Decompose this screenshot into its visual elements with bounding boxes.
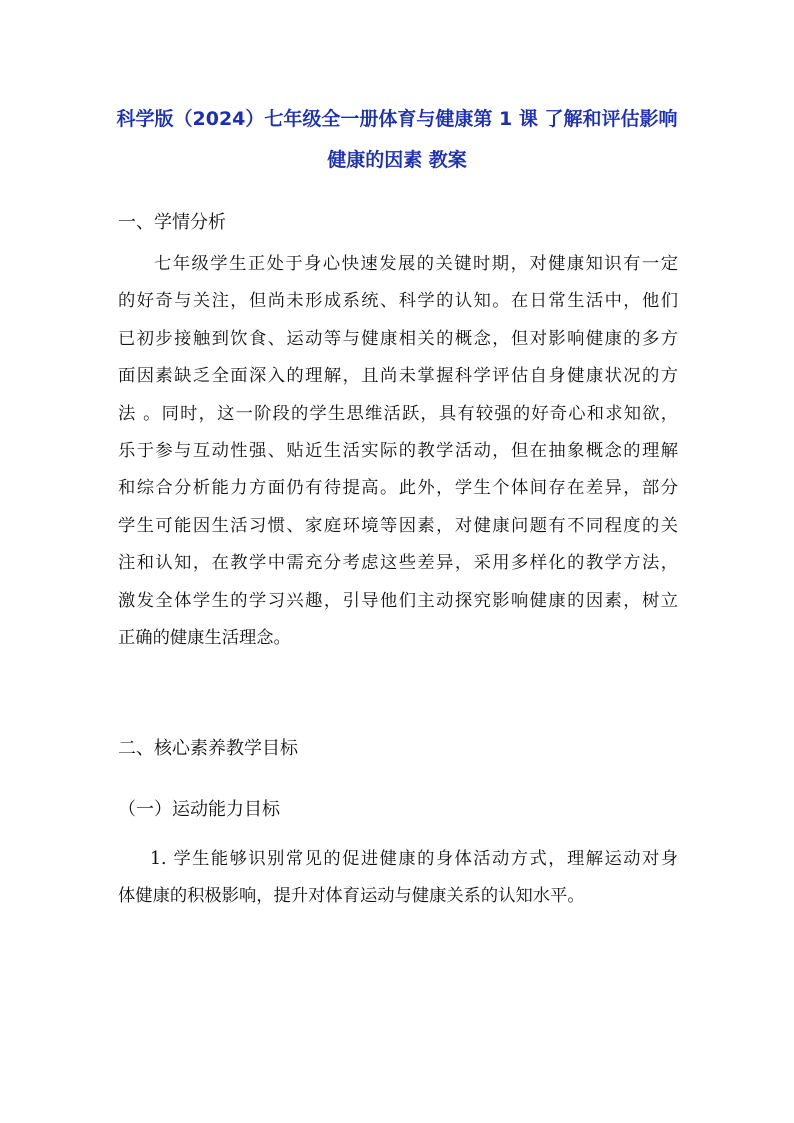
paragraph-line: 和综合分析能力方面仍有待提高。此外，学生个体间存在差异，部分 [118, 478, 678, 499]
subheading-motor-ability-goals: （一）运动能力目标 [118, 799, 280, 820]
paragraph-line: 已初步接触到饮食、运动等与健康相关的概念，但对影响健康的多方 [118, 328, 678, 349]
section-heading-core-literacy-goals: 二、核心素养教学目标 [118, 738, 298, 759]
paragraph-line: 正确的健康生活理念。 [118, 627, 291, 648]
paragraph-line: 注和认知，在教学中需充分考虑这些差异，采用多样化的教学方法， [118, 553, 678, 574]
goal-item-line: 体健康的积极影响，提升对体育运动与健康关系的认知水平。 [118, 886, 585, 907]
paragraph-line: 的好奇与关注，但尚未形成系统、科学的认知。在日常生活中，他们 [118, 291, 678, 312]
paragraph-line: 激发全体学生的学习兴趣，引导他们主动探究影响健康的因素，树立 [118, 590, 678, 611]
learner-analysis-paragraph [118, 246, 678, 657]
goal-item-line: 1. 学生能够识别常见的促进健康的身体活动方式，理解运动对身 [150, 849, 678, 869]
section-heading-learner-analysis: 一、学情分析 [118, 212, 226, 233]
document-title-line-1: 科学版（2024）七年级全一册体育与健康第 1 课 了解和评估影响 [116, 108, 678, 130]
paragraph-line: 面因素缺乏全面深入的理解，且尚未掌握科学评估自身健康状况的方 [118, 366, 678, 387]
paragraph-line: 乐于参与互动性强、贴近生活实际的教学活动，但在抽象概念的理解 [118, 440, 678, 461]
paragraph-line: 法 。同时，这一阶段的学生思维活跃，具有较强的好奇心和求知欲， [118, 403, 678, 424]
paragraph-line: 学生可能因生活习惯、家庭环境等因素，对健康问题有不同程度的关 [118, 515, 678, 536]
document-title-line-2: 健康的因素 教案 [327, 149, 467, 171]
goal-item-1 [118, 841, 678, 916]
paragraph-line: 七年级学生正处于身心快速发展的关键时期，对健康知识有一定 [154, 254, 678, 274]
